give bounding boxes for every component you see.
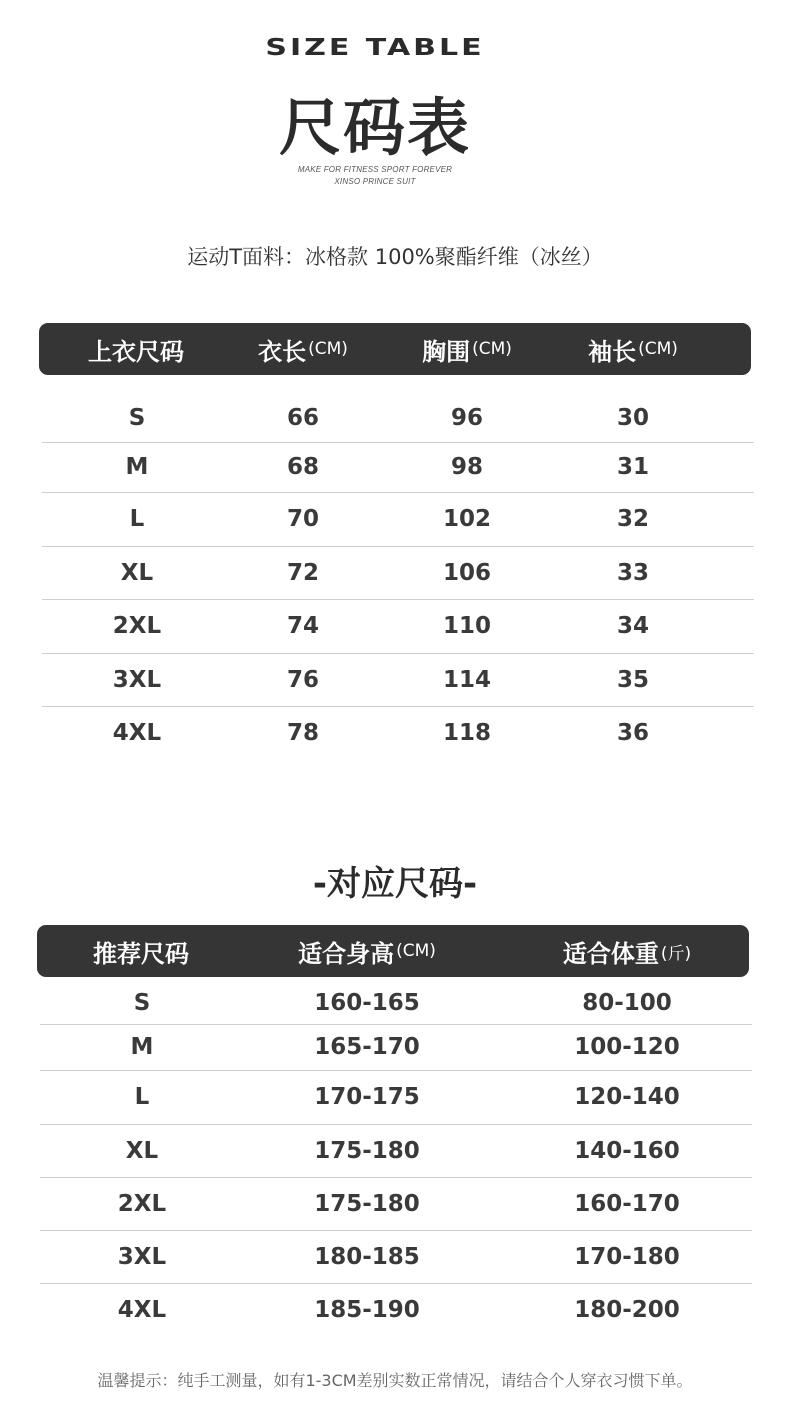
recommend-table-header-cell <box>517 925 737 977</box>
size-table-cell: XL <box>120 559 154 586</box>
size-table-cell: 114 <box>442 666 491 693</box>
section-title-recommend: -对应尺码- <box>312 864 478 904</box>
recommend-table-cell: XL <box>125 1137 159 1164</box>
size-table-cell: 3XL <box>112 666 162 693</box>
size-table-header-cell <box>39 323 235 375</box>
recommend-table-cell: 165-170 <box>314 1034 420 1060</box>
recommend-table-cell: 100-120 <box>574 1034 680 1060</box>
size-table-cell: M <box>125 454 149 480</box>
recommend-table-cell: 4XL <box>117 1296 167 1323</box>
recommend-table-header-cell <box>57 925 227 977</box>
size-table-cell: 68 <box>286 454 319 480</box>
size-table-cell: 96 <box>450 404 483 431</box>
size-table-cell: 74 <box>286 613 319 639</box>
header-unit: (CM) <box>472 339 512 359</box>
size-table-cell: 30 <box>616 404 649 431</box>
size-table-row <box>0 393 790 442</box>
recommend-table-cell: 140-160 <box>574 1137 680 1164</box>
recommend-table-cell: 160-165 <box>314 990 420 1016</box>
recommend-table-row <box>0 1230 790 1283</box>
footnote: 温馨提示：纯手工测量，如有1-3CM差别实数正常情况，请结合个人穿衣习惯下单。 <box>97 1371 693 1390</box>
size-table-cell: 70 <box>286 506 319 532</box>
size-table-cell: 32 <box>616 506 649 532</box>
recommend-table-cell: 185-190 <box>314 1296 420 1323</box>
recommend-table-cell: 175-180 <box>314 1190 420 1217</box>
size-table-cell: 31 <box>616 454 649 480</box>
title-cn: 尺码表 <box>278 91 471 164</box>
size-table-header-cell <box>373 323 561 375</box>
size-table-header <box>39 323 751 375</box>
recommend-table-cell: 170-175 <box>314 1084 420 1110</box>
header-unit: (CM) <box>396 941 436 961</box>
size-table-row <box>0 599 790 653</box>
recommend-table-cell: 3XL <box>117 1243 167 1270</box>
tagline-2: XINSO PRINCE SUIT <box>334 177 416 186</box>
recommend-table-header <box>37 925 749 977</box>
size-table-row <box>0 546 790 599</box>
size-table-cell: 4XL <box>112 720 162 746</box>
recommend-table-cell: S <box>133 990 151 1016</box>
size-table-cell: 34 <box>616 613 649 639</box>
recommend-table-cell: M <box>130 1034 154 1060</box>
fabric-note: 运动T面料：冰格款 100%聚酯纤维（冰丝） <box>187 245 603 269</box>
recommend-table-cell: 120-140 <box>574 1084 680 1110</box>
recommend-table-row <box>0 1177 790 1230</box>
size-table-cell: 66 <box>286 404 319 431</box>
recommend-table-row <box>0 982 790 1024</box>
header-label: 胸围 <box>422 337 471 366</box>
title-en: SIZE TABLE <box>265 34 485 62</box>
header-label: 适合身高 <box>298 939 395 968</box>
size-table-cell: 35 <box>616 666 649 693</box>
header-label: 衣长 <box>258 337 307 366</box>
recommend-table-cell: 180-185 <box>314 1243 420 1270</box>
header-label: 适合体重 <box>562 939 659 968</box>
header-label: 袖长 <box>588 337 637 366</box>
size-table-cell: 118 <box>442 720 491 746</box>
header-unit: (斤) <box>660 943 692 964</box>
size-table-row <box>0 706 790 760</box>
size-table-cell: 33 <box>616 559 649 586</box>
size-table-header-cell <box>539 323 727 375</box>
recommend-table-cell: 170-180 <box>574 1243 680 1270</box>
size-table-cell: 2XL <box>112 613 162 639</box>
recommend-table-header-cell <box>257 925 477 977</box>
recommend-table-cell: L <box>134 1084 150 1110</box>
recommend-table-cell: 80-100 <box>582 990 672 1016</box>
recommend-table-cell: 180-200 <box>574 1296 680 1323</box>
size-table-cell: 106 <box>442 559 491 586</box>
recommend-table-row <box>0 1283 790 1336</box>
size-table-cell: S <box>128 404 146 431</box>
recommend-table-row <box>0 1070 790 1124</box>
recommend-table-cell: 175-180 <box>314 1137 420 1164</box>
header-unit: (CM) <box>308 339 348 359</box>
size-table-cell: 102 <box>442 506 491 532</box>
header-label: 推荐尺码 <box>93 939 189 968</box>
size-table-cell: 72 <box>286 559 319 586</box>
size-table-cell: 110 <box>442 613 491 639</box>
size-table-row <box>0 653 790 706</box>
size-table-cell: 76 <box>286 666 319 693</box>
recommend-table-row <box>0 1024 790 1070</box>
header-unit: (CM) <box>638 339 678 359</box>
size-table-cell: 78 <box>286 720 319 746</box>
size-table-header-cell <box>209 323 397 375</box>
recommend-table-cell: 2XL <box>117 1190 167 1217</box>
recommend-table-row <box>0 1124 790 1177</box>
size-table-cell: 36 <box>616 720 649 746</box>
size-table-cell: 98 <box>450 454 483 480</box>
size-table-cell: L <box>129 506 145 532</box>
size-table-row <box>0 492 790 546</box>
header-label: 上衣尺码 <box>88 337 184 366</box>
tagline-1: MAKE FOR FITNESS SPORT FOREVER <box>297 165 453 174</box>
recommend-table-cell: 160-170 <box>574 1190 680 1217</box>
size-table-row <box>0 442 790 492</box>
